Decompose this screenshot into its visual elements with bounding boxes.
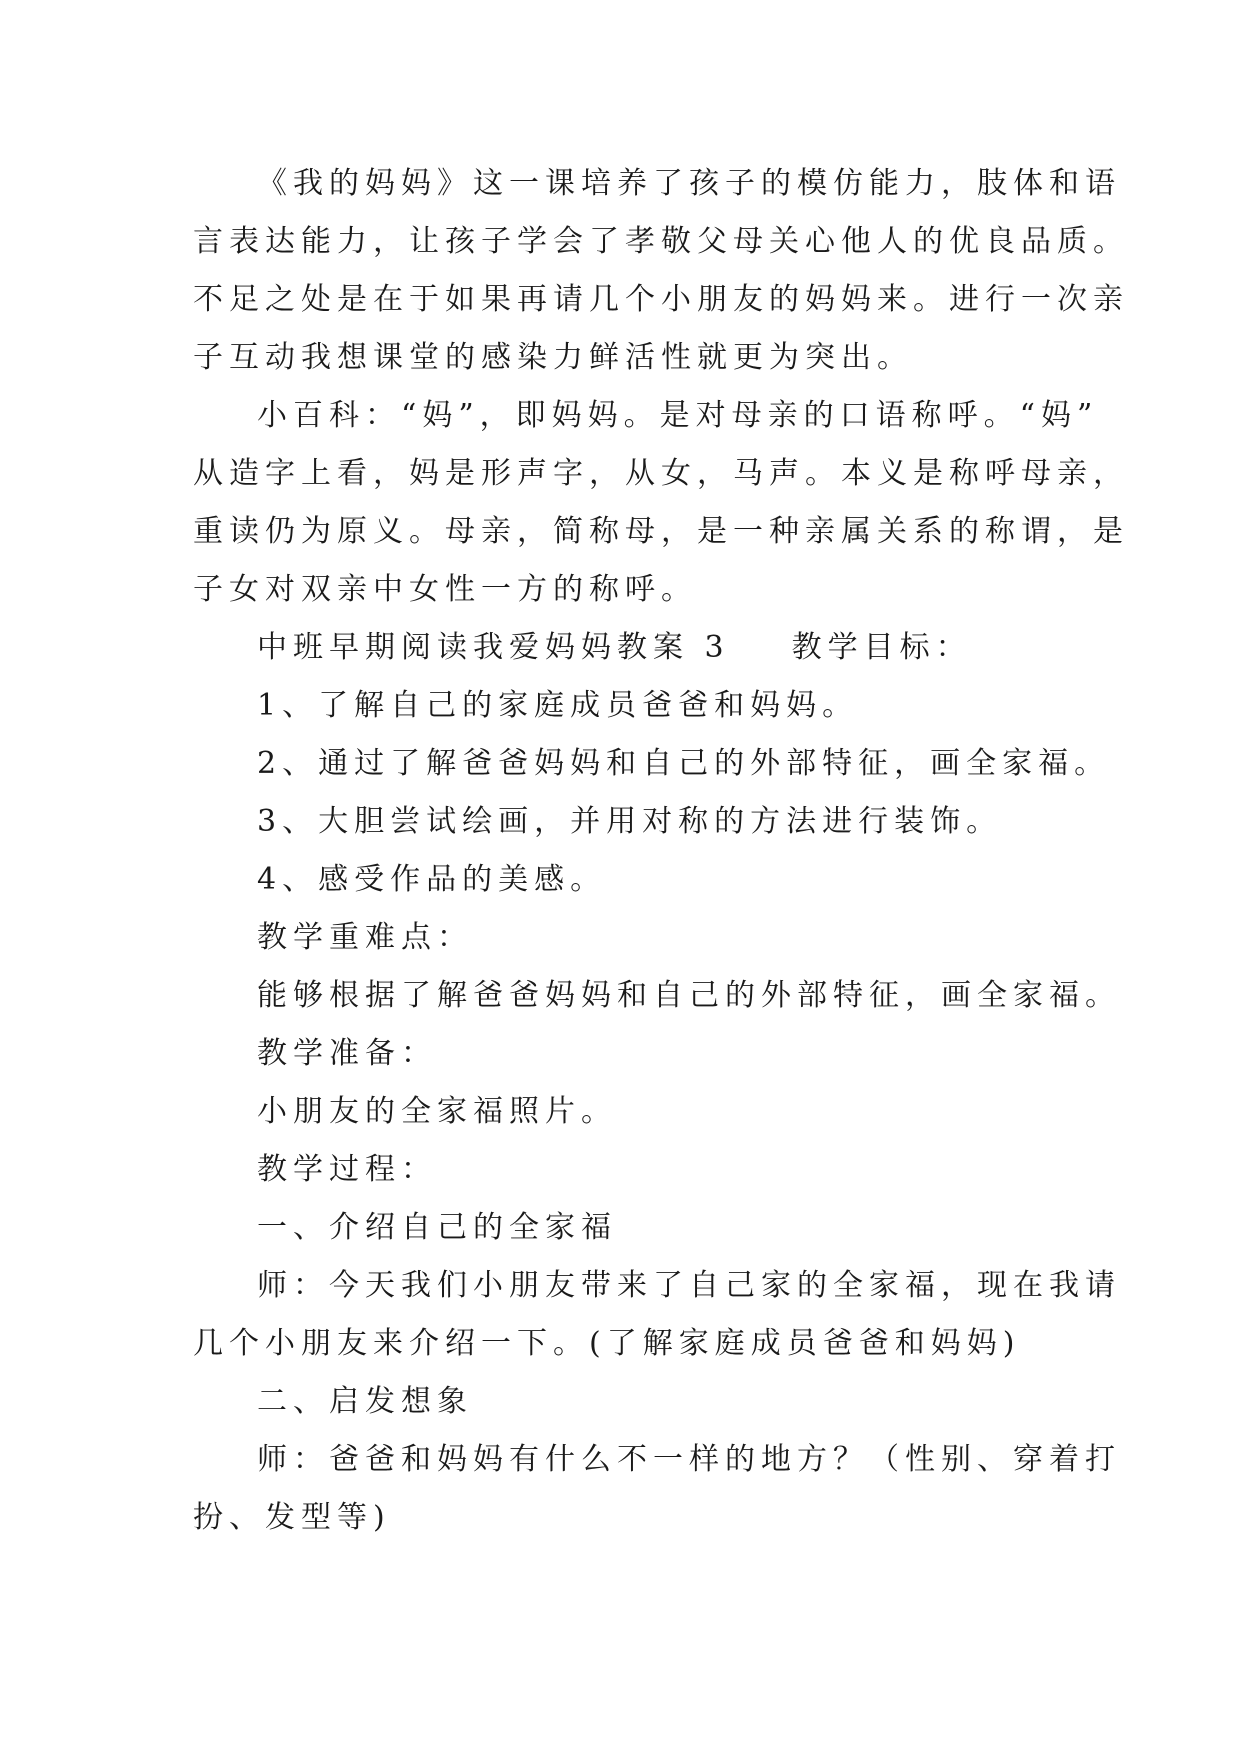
step-title: 一、介绍自己的全家福 bbox=[257, 1210, 617, 1245]
paragraph-line: 师：今天我们小朋友带来了自己家的全家福，现在我请 bbox=[257, 1268, 1121, 1303]
paragraph-line: 小百科：“妈”，即妈妈。是对母亲的口语称呼。“妈” bbox=[257, 398, 1099, 433]
paragraph-line: 子互动我想课堂的感染力鲜活性就更为突出。 bbox=[193, 340, 913, 375]
paragraph-line: 《我的妈妈》这一课培养了孩子的模仿能力，肢体和语 bbox=[257, 166, 1121, 201]
paragraph-line: 子女对双亲中女性一方的称呼。 bbox=[193, 572, 697, 607]
difficulty-label: 教学重难点： bbox=[257, 920, 473, 955]
step-title: 二、启发想象 bbox=[257, 1384, 473, 1419]
prep-text: 小朋友的全家福照片。 bbox=[257, 1094, 617, 1129]
process-label: 教学过程： bbox=[257, 1152, 437, 1187]
paragraph-line: 几个小朋友来介绍一下。(了解家庭成员爸爸和妈妈) bbox=[193, 1326, 1021, 1361]
paragraph-line: 不足之处是在于如果再请几个小朋友的妈妈来。进行一次亲 bbox=[193, 282, 1129, 317]
goals-label: 教学目标： bbox=[791, 630, 972, 665]
paragraph-line: 重读仍为原义。母亲，简称母，是一种亲属关系的称谓，是 bbox=[193, 514, 1129, 549]
paragraph-line: 师：爸爸和妈妈有什么不一样的地方？（性别、穿着打 bbox=[257, 1442, 1121, 1477]
difficulty-text: 能够根据了解爸爸妈妈和自己的外部特征，画全家福。 bbox=[257, 978, 1121, 1013]
goal-item: 2、通过了解爸爸妈妈和自己的外部特征，画全家福。 bbox=[257, 746, 1111, 781]
goal-item: 4、感受作品的美感。 bbox=[257, 862, 607, 897]
paragraph-line: 言表达能力，让孩子学会了孝敬父母关心他人的优良品质。 bbox=[193, 224, 1129, 259]
prep-label: 教学准备： bbox=[257, 1036, 437, 1071]
paragraph-line: 从造字上看，妈是形声字，从女，马声。本义是称呼母亲， bbox=[193, 456, 1129, 491]
paragraph-line: 扮、发型等) bbox=[193, 1500, 391, 1535]
goal-item: 1、了解自己的家庭成员爸爸和妈妈。 bbox=[257, 688, 859, 723]
lesson-title: 中班早期阅读我爱妈妈教案 3 bbox=[257, 630, 730, 665]
goal-item: 3、大胆尝试绘画，并用对称的方法进行装饰。 bbox=[257, 804, 1003, 839]
section-heading bbox=[257, 628, 972, 668]
